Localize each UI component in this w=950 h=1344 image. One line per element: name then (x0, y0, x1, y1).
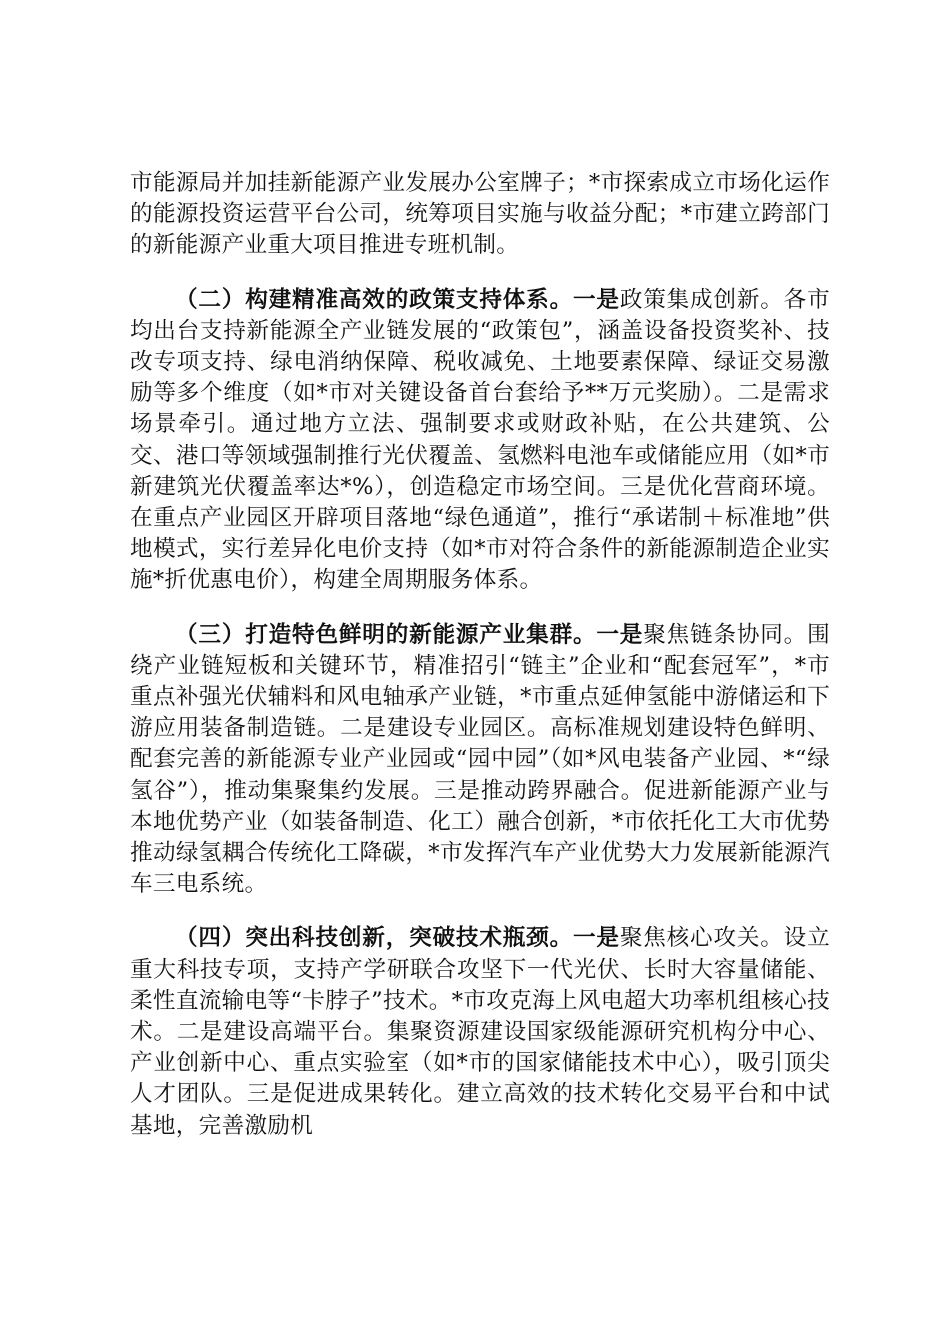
section-heading: （三）打造特色鲜明的新能源产业集群。 (175, 621, 597, 648)
paragraph-policy-support (130, 285, 830, 597)
paragraph-tech-innovation (130, 923, 830, 1141)
paragraph-body: 市能源局并加挂新能源产业发展办公室牌子；*市探索成立市场化运作的能源投资运营平台公司，统筹项目实施与收益分配；*市建立跨部门的新能源产业重大项目推进专班机制。 (130, 170, 830, 259)
document-page (130, 168, 830, 1142)
lead-phrase: 一是 (596, 621, 644, 648)
section-heading: （二）构建精准高效的政策支持体系。 (175, 286, 573, 313)
lead-phrase: 一是 (572, 286, 620, 313)
paragraph-body: 政策集成创新。各市均出台支持新能源全产业链发展的“政策包”，涵盖设备投资奖补、技改专项支持、绿电消纳保障、税收减免、土地要素保障、绿证交易激励等多个维度（如*市对关键设备首台套给予**万元奖励）。二是需求场景牵引。通过地方立法、强制要求或财政补贴，在公共建筑、公交、港口等领域强制推行光伏覆盖、氢燃料电池车或储能应用（如*市新建筑光伏覆盖率达*%），创造稳定市场空间。三是优化营商环境。在重点产业园区开辟项目落地“绿色通道”，推行“承诺制＋标准地”供地模式，实行差异化电价支持（如*市对符合条件的新能源制造企业实施*折优惠电价），构建全周期服务体系。 (130, 286, 830, 594)
paragraph-continuation (130, 168, 830, 262)
paragraph-body: 聚焦核心攻关。设立重大科技专项，支持产学研联合攻坚下一代光伏、长时大容量储能、柔性直流输电等“卡脖子”技术。*市攻克海上风电超大功率机组核心技术。二是建设高端平台。集聚资源建设国家级能源研究机构分中心、产业创新中心、重点实验室（如*市的国家储能技术中心），吸引顶尖人才团队。三是促进成果转化。建立高效的技术转化交易平台和中试基地，完善激励机 (130, 925, 830, 1139)
lead-phrase: 一是 (572, 925, 620, 952)
paragraph-industry-cluster (130, 620, 830, 901)
paragraph-body: 聚焦链条协同。围绕产业链短板和关键环节，精准招引“链主”企业和“配套冠军”，*市重点补强光伏辅料和风电轴承产业链，*市重点延伸氢能中游储运和下游应用装备制造链。二是建设专业园区。高标准规划建设特色鲜明、配套完善的新能源专业产业园或“园中园”（如*风电装备产业园、*“绿氢谷”），推动集聚集约发展。三是推动跨界融合。促进新能源产业与本地优势产业（如装备制造、化工）融合创新，*市依托化工大市优势推动绿氢耦合传统化工降碳，*市发挥汽车产业优势大力发展新能源汽车三电系统。 (130, 621, 830, 898)
section-heading: （四）突出科技创新，突破技术瓶颈。 (175, 925, 573, 952)
